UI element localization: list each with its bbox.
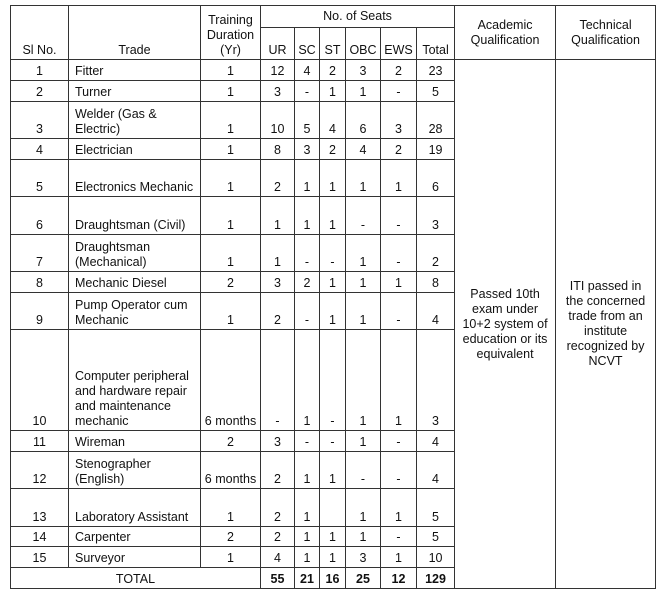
st-cell [320, 489, 346, 526]
sc-cell: 5 [295, 101, 320, 138]
obc-cell: - [346, 451, 381, 488]
trade-cell: Computer peripheral and hardware repair and maintenance mechanic [69, 330, 201, 431]
st-cell: 1 [320, 451, 346, 488]
ur-cell: 2 [261, 526, 295, 547]
obc-cell: 1 [346, 271, 381, 292]
total-total-cell: 129 [417, 568, 455, 589]
total-st-cell: 16 [320, 568, 346, 589]
ews-cell: - [381, 292, 417, 329]
duration-cell: 1 [201, 138, 261, 159]
st-cell: 1 [320, 526, 346, 547]
header-st: ST [320, 28, 346, 60]
trade-cell: Draughtsman (Civil) [69, 197, 201, 234]
trade-cell: Stenographer (English) [69, 451, 201, 488]
total-cell: 4 [417, 430, 455, 451]
header-sc: SC [295, 28, 320, 60]
obc-cell: 1 [346, 330, 381, 431]
ews-cell: - [381, 430, 417, 451]
total-cell: 6 [417, 159, 455, 196]
obc-cell: 6 [346, 101, 381, 138]
st-cell: 1 [320, 292, 346, 329]
obc-cell: 3 [346, 60, 381, 81]
trade-cell: Pump Operator cum Mechanic [69, 292, 201, 329]
total-cell: 19 [417, 138, 455, 159]
header-obc: OBC [346, 28, 381, 60]
sl-no-cell: 14 [11, 526, 69, 547]
header-technical: Technical Qualification [556, 6, 656, 60]
ur-cell: 1 [261, 234, 295, 271]
ews-cell: 1 [381, 159, 417, 196]
sc-cell: 1 [295, 330, 320, 431]
ur-cell: 8 [261, 138, 295, 159]
ur-cell: 12 [261, 60, 295, 81]
total-ur-cell: 55 [261, 568, 295, 589]
total-cell: 3 [417, 330, 455, 431]
total-cell: 4 [417, 451, 455, 488]
total-cell: 5 [417, 526, 455, 547]
obc-cell: 1 [346, 526, 381, 547]
sc-cell: - [295, 292, 320, 329]
sc-cell: 1 [295, 526, 320, 547]
sc-cell: 1 [295, 197, 320, 234]
trade-cell: Draughtsman (Mechanical) [69, 234, 201, 271]
ews-cell: 3 [381, 101, 417, 138]
trade-cell: Carpenter [69, 526, 201, 547]
st-cell: - [320, 330, 346, 431]
total-sc-cell: 21 [295, 568, 320, 589]
st-cell: 1 [320, 547, 346, 568]
sl-no-cell: 5 [11, 159, 69, 196]
header-ur: UR [261, 28, 295, 60]
ews-cell: - [381, 197, 417, 234]
obc-cell: 1 [346, 430, 381, 451]
st-cell: 1 [320, 197, 346, 234]
sc-cell: 3 [295, 138, 320, 159]
duration-cell: 1 [201, 159, 261, 196]
total-cell: 4 [417, 292, 455, 329]
seat-matrix-table [10, 5, 656, 589]
header-ews: EWS [381, 28, 417, 60]
trade-cell: Turner [69, 80, 201, 101]
ur-cell: 4 [261, 547, 295, 568]
duration-cell: 1 [201, 197, 261, 234]
total-cell: 23 [417, 60, 455, 81]
sc-cell: 1 [295, 451, 320, 488]
obc-cell: 1 [346, 234, 381, 271]
obc-cell: 1 [346, 159, 381, 196]
header-duration: Training Duration (Yr) [201, 6, 261, 60]
header-sl-no: Sl No. [11, 6, 69, 60]
duration-cell: 1 [201, 101, 261, 138]
sl-no-cell: 11 [11, 430, 69, 451]
sl-no-cell: 10 [11, 330, 69, 431]
st-cell: 2 [320, 138, 346, 159]
ur-cell: 1 [261, 197, 295, 234]
total-cell: 2 [417, 234, 455, 271]
ur-cell: 3 [261, 271, 295, 292]
ews-cell: 2 [381, 60, 417, 81]
ews-cell: - [381, 526, 417, 547]
sl-no-cell: 1 [11, 60, 69, 81]
trade-cell: Mechanic Diesel [69, 271, 201, 292]
ews-cell: - [381, 80, 417, 101]
sc-cell: 4 [295, 60, 320, 81]
sl-no-cell: 6 [11, 197, 69, 234]
st-cell: 2 [320, 60, 346, 81]
ews-cell: 1 [381, 489, 417, 526]
ur-cell: 2 [261, 451, 295, 488]
duration-cell: 1 [201, 80, 261, 101]
total-cell: 3 [417, 197, 455, 234]
sl-no-cell: 3 [11, 101, 69, 138]
trade-cell: Surveyor [69, 547, 201, 568]
header-trade: Trade [69, 6, 201, 60]
table-row [11, 60, 656, 81]
trade-cell: Electronics Mechanic [69, 159, 201, 196]
sc-cell: 1 [295, 159, 320, 196]
sc-cell: 1 [295, 547, 320, 568]
ews-cell: 1 [381, 547, 417, 568]
obc-cell: 1 [346, 489, 381, 526]
duration-cell: 1 [201, 547, 261, 568]
total-cell: 5 [417, 80, 455, 101]
header-seats: No. of Seats [261, 6, 455, 28]
obc-cell: 4 [346, 138, 381, 159]
obc-cell: 1 [346, 80, 381, 101]
st-cell: 4 [320, 101, 346, 138]
sl-no-cell: 8 [11, 271, 69, 292]
ur-cell: 10 [261, 101, 295, 138]
total-cell: 28 [417, 101, 455, 138]
duration-cell: 6 months [201, 451, 261, 488]
ews-cell: 1 [381, 271, 417, 292]
duration-cell: 2 [201, 271, 261, 292]
trade-cell: Electrician [69, 138, 201, 159]
total-cell: 10 [417, 547, 455, 568]
total-obc-cell: 25 [346, 568, 381, 589]
st-cell: 1 [320, 271, 346, 292]
trade-cell: Wireman [69, 430, 201, 451]
duration-cell: 6 months [201, 330, 261, 431]
sl-no-cell: 7 [11, 234, 69, 271]
total-cell: 5 [417, 489, 455, 526]
duration-cell: 2 [201, 526, 261, 547]
ews-cell: 1 [381, 330, 417, 431]
st-cell: 1 [320, 159, 346, 196]
ur-cell: 2 [261, 489, 295, 526]
total-ews-cell: 12 [381, 568, 417, 589]
obc-cell: 3 [346, 547, 381, 568]
sl-no-cell: 4 [11, 138, 69, 159]
ews-cell: - [381, 234, 417, 271]
sc-cell: - [295, 80, 320, 101]
header-academic: Academic Qualification [455, 6, 556, 60]
st-cell: - [320, 234, 346, 271]
obc-cell: 1 [346, 292, 381, 329]
academic-qualification: Passed 10th exam under 10+2 system of education or its equivalent [455, 60, 556, 589]
sc-cell: - [295, 234, 320, 271]
sl-no-cell: 2 [11, 80, 69, 101]
st-cell: - [320, 430, 346, 451]
sc-cell: 2 [295, 271, 320, 292]
duration-cell: 1 [201, 292, 261, 329]
ur-cell: 2 [261, 159, 295, 196]
trade-cell: Laboratory Assistant [69, 489, 201, 526]
sl-no-cell: 9 [11, 292, 69, 329]
ur-cell: 2 [261, 292, 295, 329]
ews-cell: 2 [381, 138, 417, 159]
ews-cell: - [381, 451, 417, 488]
ur-cell: 3 [261, 80, 295, 101]
sl-no-cell: 12 [11, 451, 69, 488]
duration-cell: 1 [201, 60, 261, 81]
duration-cell: 1 [201, 489, 261, 526]
st-cell: 1 [320, 80, 346, 101]
trade-cell: Fitter [69, 60, 201, 81]
sl-no-cell: 13 [11, 489, 69, 526]
ur-cell: - [261, 330, 295, 431]
duration-cell: 2 [201, 430, 261, 451]
header-total: Total [417, 28, 455, 60]
sc-cell: - [295, 430, 320, 451]
duration-cell: 1 [201, 234, 261, 271]
total-cell: 8 [417, 271, 455, 292]
ur-cell: 3 [261, 430, 295, 451]
sl-no-cell: 15 [11, 547, 69, 568]
trade-cell: Welder (Gas & Electric) [69, 101, 201, 138]
technical-qualification: ITI passed in the concerned trade from an institute recognized by NCVT [556, 60, 656, 589]
sc-cell: 1 [295, 489, 320, 526]
obc-cell: - [346, 197, 381, 234]
total-label: TOTAL [11, 568, 261, 589]
